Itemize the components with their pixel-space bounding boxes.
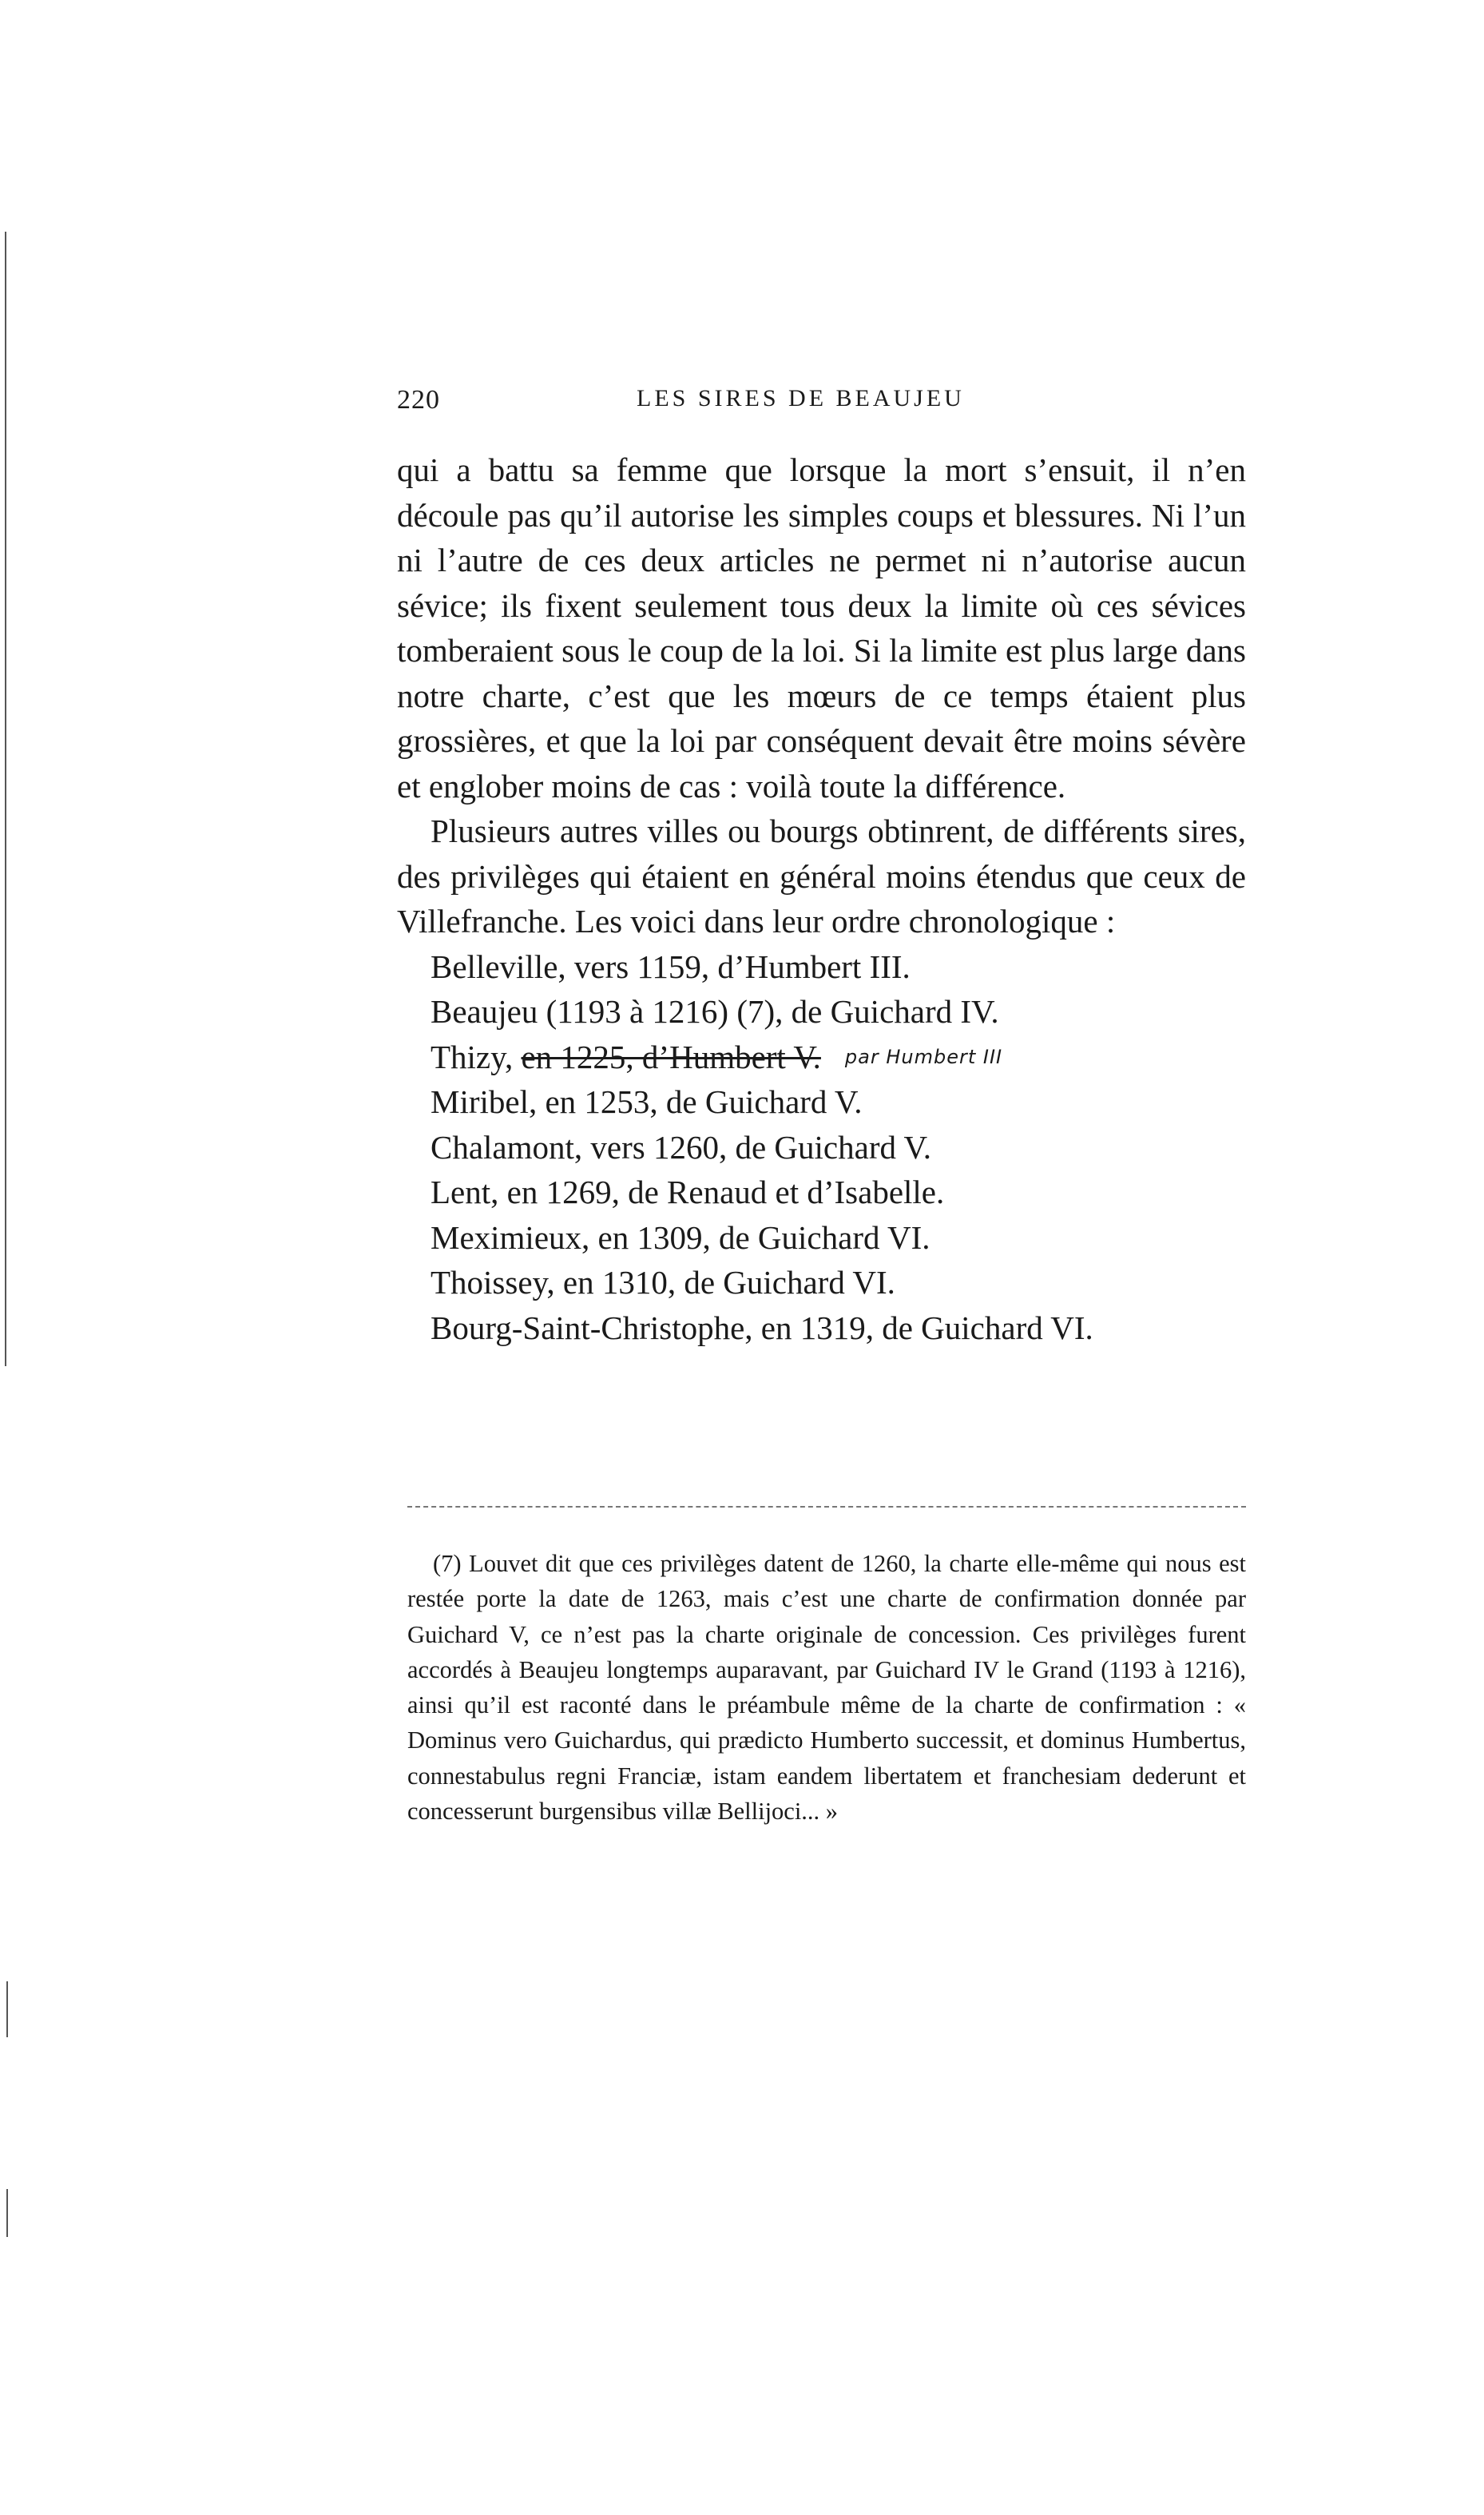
- list-item: Meximieux, en 1309, de Guichard VI.: [431, 1218, 930, 1256]
- list-item-prefix: Thizy,: [431, 1038, 522, 1075]
- charter-list: [397, 944, 1246, 1351]
- handwritten-correction: par Humbert III: [844, 1045, 1003, 1068]
- list-item: Bourg-Saint-Christophe, en 1319, de Guichard VI.: [431, 1309, 1093, 1346]
- list-item: Thoissey, en 1310, de Guichard VI.: [431, 1264, 895, 1301]
- list-item: Miribel, en 1253, de Guichard V.: [431, 1083, 863, 1120]
- list-item: Belleville, vers 1159, d’Humbert III.: [431, 948, 911, 985]
- main-text: [397, 447, 1246, 1350]
- paragraph: qui a battu sa femme que lorsque la mort s’ensuit, il n’en découle pas qu’il autorise les simples coups et blessures. Ni l’un ni l’autre de ces deux articles ne permet ni n’autorise aucun sévice; ils fixent seulement tous deux la limite où ces sévices tomberaient sous le coup de la loi. Si la limite est plus large dans notre charte, c’est que les mœurs de ce temps étaient plus grossières, et que la loi par conséquent devait être moins sévère et englober moins de cas : voilà toute la différence.: [397, 451, 1246, 805]
- list-item: Lent, en 1269, de Renaud et d’Isabelle.: [431, 1174, 945, 1210]
- paragraph: Plusieurs autres villes ou bourgs obtinrent, de différents sires, des privilèges qui étaient en général moins étendus que ceux de Villefranche. Les voici dans leur ordre chronologique :: [397, 813, 1246, 940]
- struck-text: en 1225, d’Humbert V.: [521, 1038, 821, 1075]
- scan-margin-line: [6, 2189, 8, 2237]
- scan-margin-line: [5, 232, 6, 1366]
- footnote: (7) Louvet dit que ces privilèges datent de 1260, la charte elle-même qui nous est restée porte la date de 1263, mais c’est une charte de confirmation donnée par Guichard V, ce n’est pas la charte originale de concession. Ces privilèges furent accordés à Beaujeu longtemps auparavant, par Guichard IV le Grand (1193 à 1216), ainsi qu’il est raconté dans le préambule même de la charte de confirmation : « Dominus vero Guichardus, qui prædicto Humberto successit, et dominus Humbertus, connestabulus regni Franciæ, istam eandem libertatem et franchesiam dederunt et concesserunt burgensibus villæ Bellijoci... »: [407, 1550, 1246, 1826]
- list-item: Chalamont, vers 1260, de Guichard V.: [431, 1128, 932, 1166]
- page-number: 220: [397, 385, 440, 415]
- running-title: LES SIRES DE BEAUJEU: [637, 385, 965, 411]
- footnote-separator: [407, 1506, 1246, 1508]
- list-item: [431, 1035, 1246, 1080]
- scan-margin-line: [6, 1981, 8, 2037]
- page-header: [397, 385, 1250, 425]
- list-item: Beaujeu (1193 à 1216) (7), de Guichard IV.: [431, 993, 999, 1030]
